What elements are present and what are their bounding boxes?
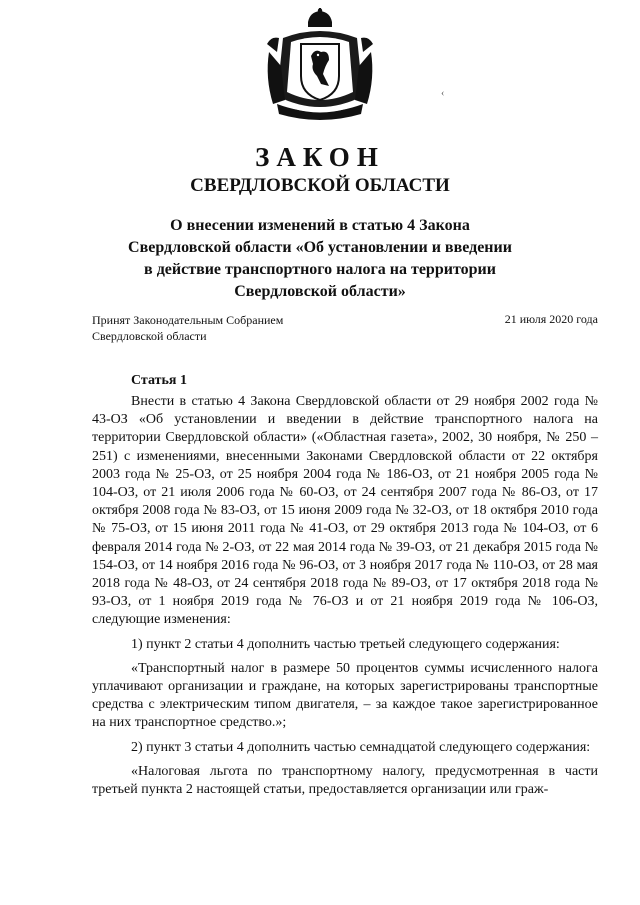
article-heading: Статья 1 [131,373,187,388]
adoption-date: 21 июля 2020 года [504,312,598,326]
article-intro-paragraph: Внести в статью 4 Закона Свердловской области от 29 ноября 2002 года № 43-ОЗ «Об установлении и введении в действие транспортного налога на территории Свердловской области» («Областная газета», 2002, 30 ноября, № 250 – 251) с изменениями, внесенными Законами Свердловской области от 22 октября 2003 года № 25-ОЗ, от 25 ноября 2004 года № 186-ОЗ, от 21 ноября 2005 года № 104-ОЗ, от 21 июля 2006 года № 60-ОЗ, от 24 сентября 2007 года № 86-ОЗ, от 17 октября 2008 года № 83-ОЗ, от 15 июня 2009 года № 32-ОЗ, от 18 октября 2010 года № 75-ОЗ, от 15 июня 2011 года № 41-ОЗ, от 29 октября 2013 года № 104-ОЗ, от 6 февраля 2014 года № 2-ОЗ, от 22 мая 2014 года № 39-ОЗ, от 21 декабря 2015 года № 154-ОЗ, от 14 ноября 2016 года № 96-ОЗ, от 3 ноября 2017 года № 110-ОЗ, от 28 мая 2018 года № 48-ОЗ, от 24 сентября 2018 года № 89-ОЗ, от 17 октября 2018 года № 93-ОЗ, от 1 ноября 2019 года № 76-ОЗ и от 21 ноября 2019 года № 106-ОЗ, следующие изменения: [92,394,598,628]
subject-line: в действие транспортного налога на территории [144,261,496,278]
amendment-quote-1: «Транспортный налог в размере 50 процентов суммы исчисленного налога уплачивают организации и граждане, на которых зарегистрированы транспортные средства с электрическим типом двигателя, – за каждое такое зарегистрированное на них транспортное средство.»; [92,660,598,731]
amendment-quote-2: «Налоговая льгота по транспортному налогу, предусмотренная в части третьей пункта 2 настоящей статьи, предоставляется организации или граж- [92,763,598,798]
stray-mark: ‹ [441,88,445,99]
adoption-body-line: Принят Законодательным Собранием [92,313,284,327]
law-title: ЗАКОН [255,142,385,172]
amendment-item-1: 1) пункт 2 статьи 4 дополнить частью третьей следующего содержания: [131,636,560,652]
adoption-note [92,312,283,344]
subject-line: О внесении изменений в статью 4 Закона [170,217,470,234]
coat-of-arms-emblem [263,8,377,124]
subject-line: Свердловской области» [234,283,406,300]
subject-line: Свердловской области «Об установлении и введении [128,239,512,256]
article-body [92,393,598,799]
law-subject [0,215,640,303]
region-name: СВЕРДЛОВСКОЙ ОБЛАСТИ [190,175,450,196]
amendment-item-2: 2) пункт 3 статьи 4 дополнить частью семнадцатой следующего содержания: [131,739,591,755]
adoption-body-line: Свердловской области [92,329,207,343]
